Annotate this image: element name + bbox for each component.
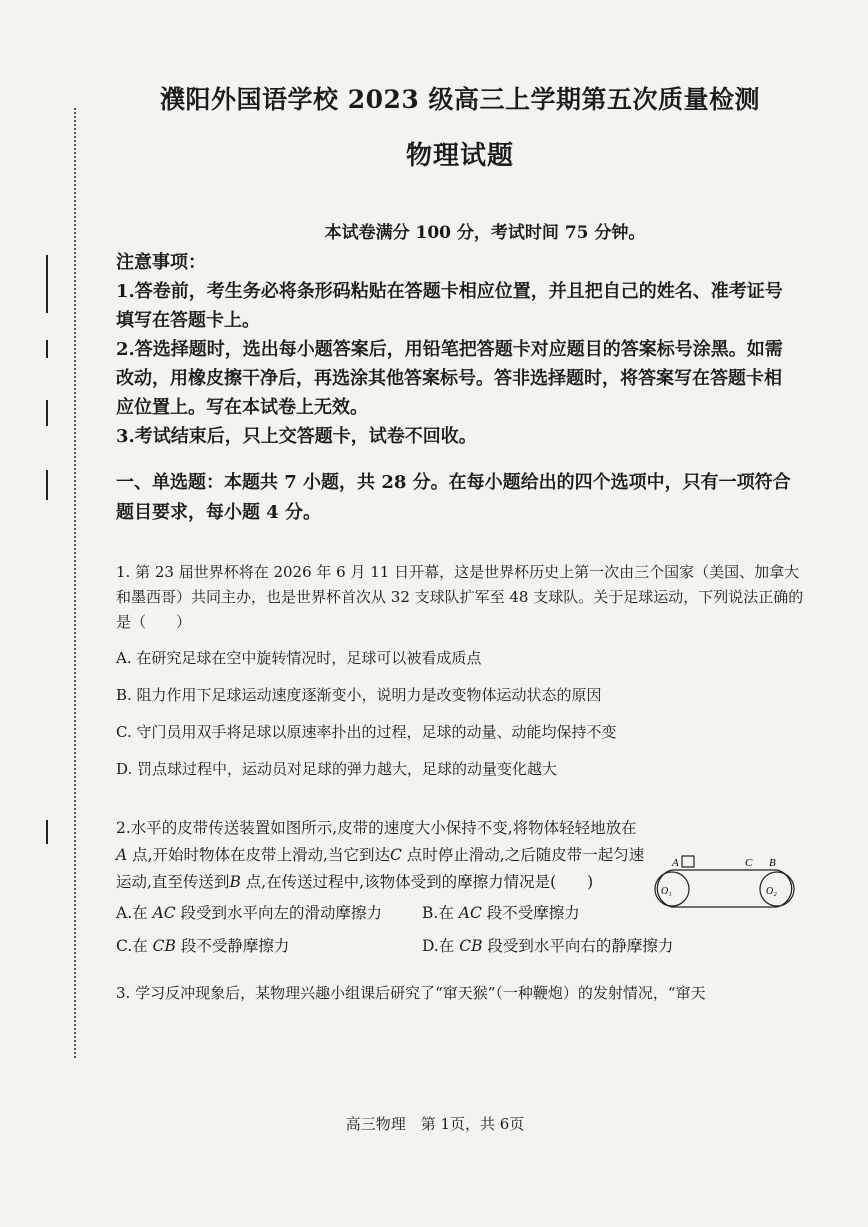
label-c: C	[745, 857, 753, 869]
option-b: B.在 AC 段不受摩擦力	[422, 904, 580, 922]
question-1	[116, 560, 806, 794]
stem-text: 点,开始时物体在皮带上滑动,当它到达	[127, 846, 390, 864]
conveyor-belt-figure	[652, 854, 802, 908]
note-item: 3.考试结束后，只上交答题卡，试卷不回收。	[116, 426, 477, 447]
binding-mark	[46, 340, 48, 358]
point-label: A	[116, 846, 128, 864]
notes-block	[116, 248, 796, 451]
label-o1: O₁	[661, 886, 672, 897]
binding-mark	[46, 400, 48, 426]
option-a: A.在 AC 段受到水平向左的滑动摩擦力	[116, 904, 383, 922]
option-d: D. 罚点球过程中，运动员对足球的弹力越大，足球的动量变化越大	[116, 760, 558, 778]
options-row	[116, 933, 806, 960]
option-b: B. 阻力作用下足球运动速度逐渐变小，说明力是改变物体运动状态的原因	[116, 686, 602, 704]
section-heading: 一、单选题：本题共 7 小题，共 28 分。在每小题给出的四个选项中，只有一项符合题目要求，每小题 4 分。	[116, 472, 791, 523]
stem-text: 点时停止滑动,之后随皮带一起匀速运动,直至传送到	[116, 846, 645, 891]
note-item: 2.答选择题时，选出每小题答案后，用铅笔把答题卡对应题目的答案标号涂黑。如需改动，用橡皮擦干净后，再选涂其他答案标号。答非选择题时，将答案写在答题卡相应位置上。写在本试卷上无效。	[116, 339, 783, 418]
page-subtitle: 物理试题	[405, 141, 514, 171]
label-a: A	[672, 857, 679, 869]
question-3: 3. 学习反冲现象后，某物理兴趣小组课后研究了“窜天猴”（一种鞭炮）的发射情况，“窜天	[116, 984, 706, 1002]
binding-dotted-line	[74, 108, 76, 1058]
page-footer: 高三物理 第 1页，共 6页	[345, 1115, 525, 1133]
binding-mark	[46, 820, 48, 844]
binding-mark	[46, 255, 48, 313]
stem-text: 2.水平的皮带传送装置如图所示,皮带的速度大小保持不变,将物体轻轻地放在	[116, 819, 637, 837]
exam-info: 本试卷满分 100 分，考试时间 75 分钟。	[324, 223, 646, 243]
option-a: A. 在研究足球在空中旋转情况时，足球可以被看成质点	[116, 649, 482, 667]
label-b: B	[769, 857, 776, 869]
binding-mark	[46, 470, 48, 500]
question-stem	[116, 815, 646, 896]
option-c: C.在 CB 段不受静摩擦力	[116, 937, 290, 955]
note-item: 1.答卷前，考生务必将条形码粘贴在答题卡相应位置，并且把自己的姓名、准考证号填写在答题卡上。	[116, 281, 783, 331]
point-label: B	[229, 873, 241, 891]
notes-heading: 注意事项：	[116, 252, 206, 273]
option-d: D.在 CB 段受到水平向右的静摩擦力	[422, 937, 674, 955]
stem-text: 点,在传送过程中,该物体受到的摩擦力情况是( )	[240, 873, 594, 891]
option-c: C. 守门员用双手将足球以原速率扑出的过程，足球的动量、动能均保持不变	[116, 723, 617, 741]
label-o2: O₂	[766, 886, 777, 897]
question-stem: 1. 第 23 届世界杯将在 2026 年 6 月 11 日开幕，这是世界杯历史上第一次由三个国家（美国、加拿大和墨西哥）共同主办，也是世界杯首次从 32 支球队扩军至 48 支球队。关于足球运动，下列说法正确的是（ ）	[116, 563, 804, 631]
page-title: 濮阳外国语学校 2023 级高三上学期第五次质量检测	[160, 85, 760, 114]
block-object	[682, 856, 694, 867]
point-label: C	[390, 846, 402, 864]
